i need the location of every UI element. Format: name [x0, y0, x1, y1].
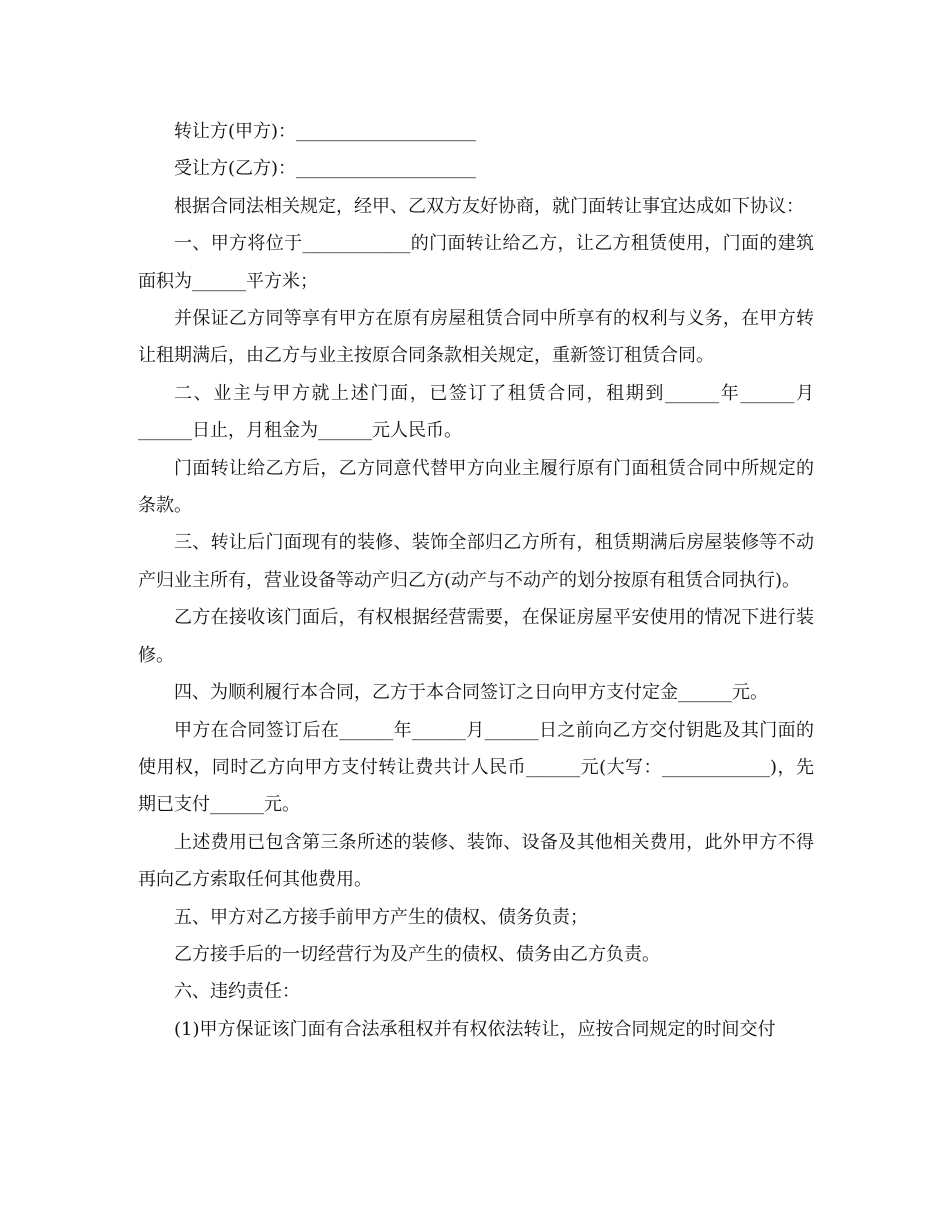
- clause-5-paragraph: 五、甲方对乙方接手前甲方产生的债权、债务负责；: [174, 906, 588, 928]
- clause-6-heading: 六、违约责任：: [174, 981, 300, 1003]
- preamble-paragraph: 根据合同法相关规定，经甲、乙双方友好协商，就门面转让事宜达成如下协议：: [174, 195, 804, 217]
- clause-1-continuation: 并保证乙方同等享有甲方在原有房屋租赁合同中所享有的权利与义务，在甲方转让租期满后，由乙方与业主按原合同条款相关规定，重新签订租赁合同。: [138, 308, 814, 367]
- transferee-line: 受让方(乙方)：____________________: [174, 158, 477, 180]
- contract-body: [138, 113, 814, 1048]
- clause-6-item-1: (1)甲方保证该门面有合法承租权并有权依法转让，应按合同规定的时间交付: [174, 1018, 776, 1040]
- clause-3-continuation: 乙方在接收该门面后，有权根据经营需要，在保证房屋平安使用的情况下进行装修。: [138, 607, 814, 666]
- clause-4-continuation: 上述费用已包含第三条所述的装修、装饰、设备及其他相关费用，此外甲方不得再向乙方索取任何其他费用。: [138, 831, 814, 891]
- clause-4-payment: 甲方在合同签订后在______年______月______日之前向乙方交付钥匙及其门面的使用权，同时乙方向甲方支付转让费共计人民币______元(大写：____________)，先期已支付______元。: [138, 719, 814, 816]
- clause-5-continuation: 乙方接手后的一切经营行为及产生的债权、债务由乙方负责。: [174, 943, 660, 965]
- clause-1-paragraph: 一、甲方将位于____________的门面转让给乙方，让乙方租赁使用，门面的建筑面积为______平方米；: [138, 233, 814, 292]
- clause-4-paragraph: 四、为顺利履行本合同，乙方于本合同签订之日向甲方支付定金______元。: [174, 682, 768, 704]
- clause-2-continuation: 门面转让给乙方后，乙方同意代替甲方向业主履行原有门面租赁合同中所规定的条款。: [138, 457, 814, 517]
- transferor-line: 转让方(甲方)：____________________: [174, 121, 477, 142]
- clause-3-paragraph: 三、转让后门面现有的装修、装饰全部归乙方所有，租赁期满后房屋装修等不动产归业主所有，营业设备等动产归乙方(动产与不动产的划分按原有租赁合同执行)。: [138, 532, 814, 591]
- clause-2-paragraph: 二、业主与甲方就上述门面，已签订了租赁合同，租期到______年______月______日止，月租金为______元人民币。: [138, 382, 814, 442]
